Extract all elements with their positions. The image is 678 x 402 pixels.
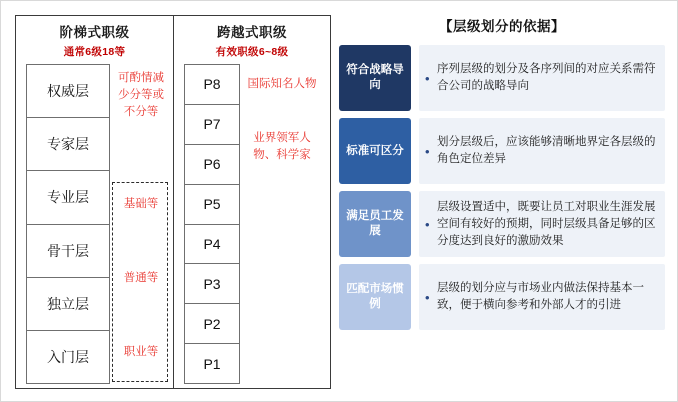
- cross-column: [174, 62, 330, 388]
- list-item: P5: [185, 185, 239, 225]
- ladder-dashed-group: [112, 182, 168, 382]
- criteria-badge: 满足员工发展: [339, 191, 411, 257]
- list-item: 权威层: [27, 65, 109, 118]
- list-item: P4: [185, 225, 239, 265]
- list-item: P1: [203, 355, 221, 372]
- left-panel-headers: [16, 16, 330, 62]
- left-panel-body: [16, 62, 330, 388]
- list-item: P6: [185, 145, 239, 185]
- criteria-badge: 匹配市场惯例: [339, 264, 411, 330]
- cross-note: 国际知名人物: [247, 78, 317, 90]
- cross-title: 跨越式职级: [217, 25, 287, 40]
- ladder-dash-label: 基础等: [123, 198, 159, 210]
- criteria-description-box: [419, 45, 665, 111]
- criteria-row: [339, 191, 665, 257]
- criteria-description: 序列层级的划分及各序列间的对应关系需符合公司的战略导向: [437, 63, 656, 92]
- list-item: P7: [185, 105, 239, 145]
- list-item: 专业层: [27, 171, 109, 224]
- criteria-row: [339, 264, 665, 330]
- ladder-annotations: [112, 64, 170, 384]
- criteria-description: 层级设置适中，既要让员工对职业生涯发展空间有较好的预期，同时层级具备足够的区分度达到良好的激励效果: [437, 200, 656, 247]
- criteria-badge: 标准可区分: [339, 118, 411, 184]
- criteria-badge: 符合战略导向: [339, 45, 411, 111]
- cross-subtitle: 有效职级6~8级: [215, 46, 289, 58]
- bullet-icon: •: [425, 70, 430, 86]
- criteria-panel: [339, 15, 665, 389]
- ladder-column: [16, 62, 174, 388]
- ladder-header: [16, 16, 174, 62]
- criteria-description-box: [419, 118, 665, 184]
- ladder-dash-label: 普通等: [123, 272, 159, 284]
- list-item: 骨干层: [27, 225, 109, 278]
- list-item: 独立层: [27, 278, 109, 331]
- cross-header: [174, 16, 330, 62]
- list-item: P8: [185, 65, 239, 105]
- bullet-icon: •: [425, 143, 430, 159]
- p-grade-table: [184, 64, 240, 384]
- criteria-description: 层级的划分应与市场业内做法保持基本一致，便于横向参考和外部人才的引进: [437, 282, 644, 311]
- ladder-subtitle: 通常6级18等: [63, 46, 126, 58]
- list-item: 专家层: [27, 118, 109, 171]
- page-title: 【层级划分的依据】: [439, 19, 565, 34]
- criteria-row: [339, 45, 665, 111]
- list-item: 入门层: [47, 348, 89, 365]
- criteria-description: 划分层级后，应该能够清晰地界定各层级的角色定位差异: [437, 136, 656, 165]
- bullet-icon: •: [425, 216, 430, 232]
- criteria-row: [339, 118, 665, 184]
- ladder-title: 阶梯式职级: [59, 25, 130, 40]
- bullet-icon: •: [425, 289, 430, 305]
- list-item: P2: [185, 304, 239, 344]
- job-grade-panel: [15, 15, 331, 389]
- criteria-description-box: [419, 191, 665, 257]
- criteria-description-box: [419, 264, 665, 330]
- list-item: P3: [185, 264, 239, 304]
- cross-note: 业界领军人物、科学家: [253, 132, 311, 161]
- ladder-levels-table: [26, 64, 110, 384]
- ladder-dash-label: 职业等: [123, 346, 159, 358]
- ladder-note-top: 可酌情减少分等或不分等: [118, 72, 164, 118]
